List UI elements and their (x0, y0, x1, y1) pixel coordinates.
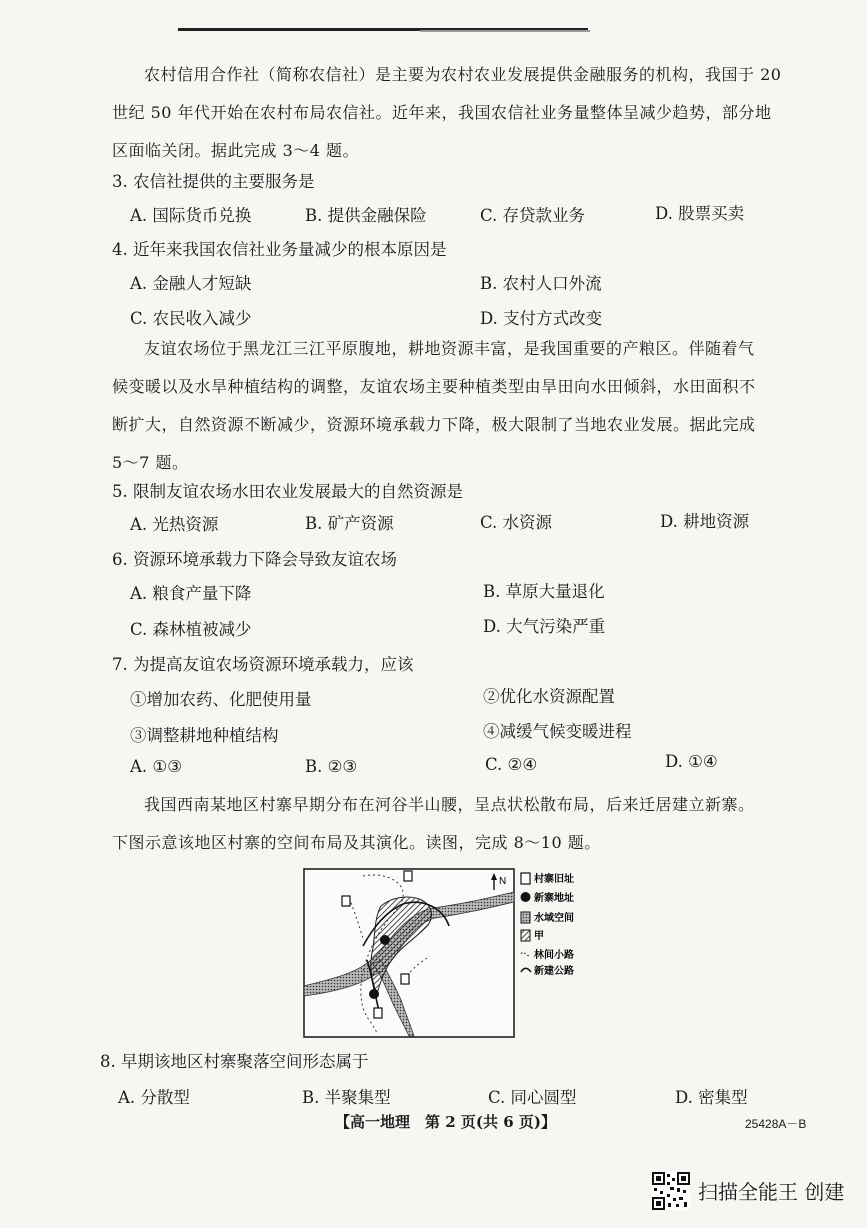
q7-option-d[interactable]: D. ①④ (665, 752, 718, 771)
village-layout-map (303, 868, 599, 1038)
old-village-site (374, 1008, 382, 1018)
q7-option-b[interactable]: B. ②③ (305, 757, 358, 776)
scanner-watermark: 扫描全能王 创建 (698, 1180, 845, 1204)
q6-option-b[interactable]: B. 草原大量退化 (483, 582, 605, 601)
qr-code-icon (652, 1172, 690, 1210)
q4-option-d[interactable]: D. 支付方式改变 (480, 309, 603, 328)
q7-statement-4: ④减缓气候变暖进程 (483, 722, 632, 741)
q7-option-c[interactable]: C. ②④ (485, 755, 538, 774)
map-frame (304, 869, 514, 1037)
question-5-stem: 5. 限制友谊农场水田农业发展最大的自然资源是 (112, 482, 463, 501)
question-8-stem: 8. 早期该地区村寨聚落空间形态属于 (100, 1052, 369, 1071)
passage-8-10 (112, 786, 782, 862)
q7-statement-1: ①增加农药、化肥使用量 (130, 690, 312, 709)
q7-option-a[interactable]: A. ①③ (130, 757, 182, 776)
q3-option-b[interactable]: B. 提供金融保险 (305, 206, 427, 225)
q8-option-a[interactable]: A. 分散型 (118, 1088, 190, 1107)
legend-old-icon (521, 873, 530, 884)
passage-line: 断扩大，自然资源不断减少，资源环境承载力下降，极大限制了当地农业发展。据此完成 (112, 415, 756, 434)
old-village-site (401, 974, 409, 984)
q3-option-d[interactable]: D. 股票买卖 (655, 204, 745, 223)
legend-road-icon (521, 968, 531, 972)
question-4-stem: 4. 近年来我国农信社业务量减少的根本原因是 (112, 240, 447, 259)
page-footer-title: 【高一地理 第 2 页(共 6 页)】 (335, 1113, 556, 1131)
legend-water-icon (521, 912, 530, 923)
q7-statement-3: ③调整耕地种植结构 (130, 726, 279, 745)
q5-option-a[interactable]: A. 光热资源 (130, 515, 219, 534)
legend-old-label: 村寨旧址 (534, 874, 574, 885)
passage-line: 农村信用合作社（简称农信社）是主要为农村农业发展提供金融服务的机构，我国于 20 (144, 65, 782, 84)
old-village-site (342, 896, 350, 906)
passage-3-4 (112, 56, 782, 170)
legend-jia-icon (521, 930, 530, 941)
q5-option-c[interactable]: C. 水资源 (480, 513, 553, 532)
legend-jia-label: 甲 (534, 931, 544, 942)
question-3-stem: 3. 农信社提供的主要服务是 (112, 172, 315, 191)
legend-water-label: 水域空间 (534, 913, 574, 924)
new-village-site (369, 989, 379, 999)
legend-road-label: 新建公路 (534, 966, 574, 977)
q4-option-b[interactable]: B. 农村人口外流 (480, 274, 602, 293)
legend-path-label: 林间小路 (534, 950, 574, 961)
passage-line: 世纪 50 年代开始在农村布局农信社。近年来，我国农信社业务量整体呈减少趋势，部分地 (112, 103, 772, 122)
q6-option-d[interactable]: D. 大气污染严重 (483, 617, 606, 636)
map-svg (303, 868, 599, 1038)
q8-option-b[interactable]: B. 半聚集型 (302, 1088, 391, 1107)
top-rule-faint (420, 30, 590, 32)
q3-option-c[interactable]: C. 存贷款业务 (480, 206, 586, 225)
q4-option-a[interactable]: A. 金融人才短缺 (130, 274, 252, 293)
passage-line: 下图示意该地区村寨的空间布局及其演化。读图，完成 8～10 题。 (112, 833, 601, 852)
legend-path-icon (521, 952, 530, 955)
passage-line: 友谊农场位于黑龙江三江平原腹地，耕地资源丰富，是我国重要的产粮区。伴随着气 (144, 339, 755, 358)
north-label: N (499, 876, 507, 887)
q5-option-b[interactable]: B. 矿产资源 (305, 514, 394, 533)
passage-line: 5～7 题。 (112, 453, 189, 472)
q8-option-d[interactable]: D. 密集型 (675, 1088, 748, 1107)
q6-option-c[interactable]: C. 森林植被减少 (130, 620, 252, 639)
q3-option-a[interactable]: A. 国际货币兑换 (130, 206, 252, 225)
passage-line: 区面临关闭。据此完成 3～4 题。 (112, 141, 360, 160)
new-village-site (380, 935, 390, 945)
question-6-stem: 6. 资源环境承载力下降会导致友谊农场 (112, 550, 397, 569)
old-village-site (404, 871, 412, 881)
q6-option-a[interactable]: A. 粮食产量下降 (130, 584, 252, 603)
legend-new-icon (521, 892, 531, 902)
q7-statement-2: ②优化水资源配置 (483, 687, 615, 706)
q4-option-c[interactable]: C. 农民收入减少 (130, 309, 252, 328)
passage-5-7 (112, 330, 782, 482)
q8-option-c[interactable]: C. 同心圆型 (488, 1088, 577, 1107)
legend-new-label: 新寨地址 (534, 893, 574, 904)
page-footer-code: 25428A－B (745, 1117, 807, 1131)
q5-option-d[interactable]: D. 耕地资源 (660, 512, 750, 531)
passage-line: 候变暖以及水旱种植结构的调整，友谊农场主要种植类型由旱田向水田倾斜，水田面积不 (112, 377, 756, 396)
question-7-stem: 7. 为提高友谊农场资源环境承载力，应该 (112, 655, 414, 674)
passage-line: 我国西南某地区村寨早期分布在河谷半山腰，呈点状松散布局，后来迁居建立新寨。 (144, 795, 755, 814)
